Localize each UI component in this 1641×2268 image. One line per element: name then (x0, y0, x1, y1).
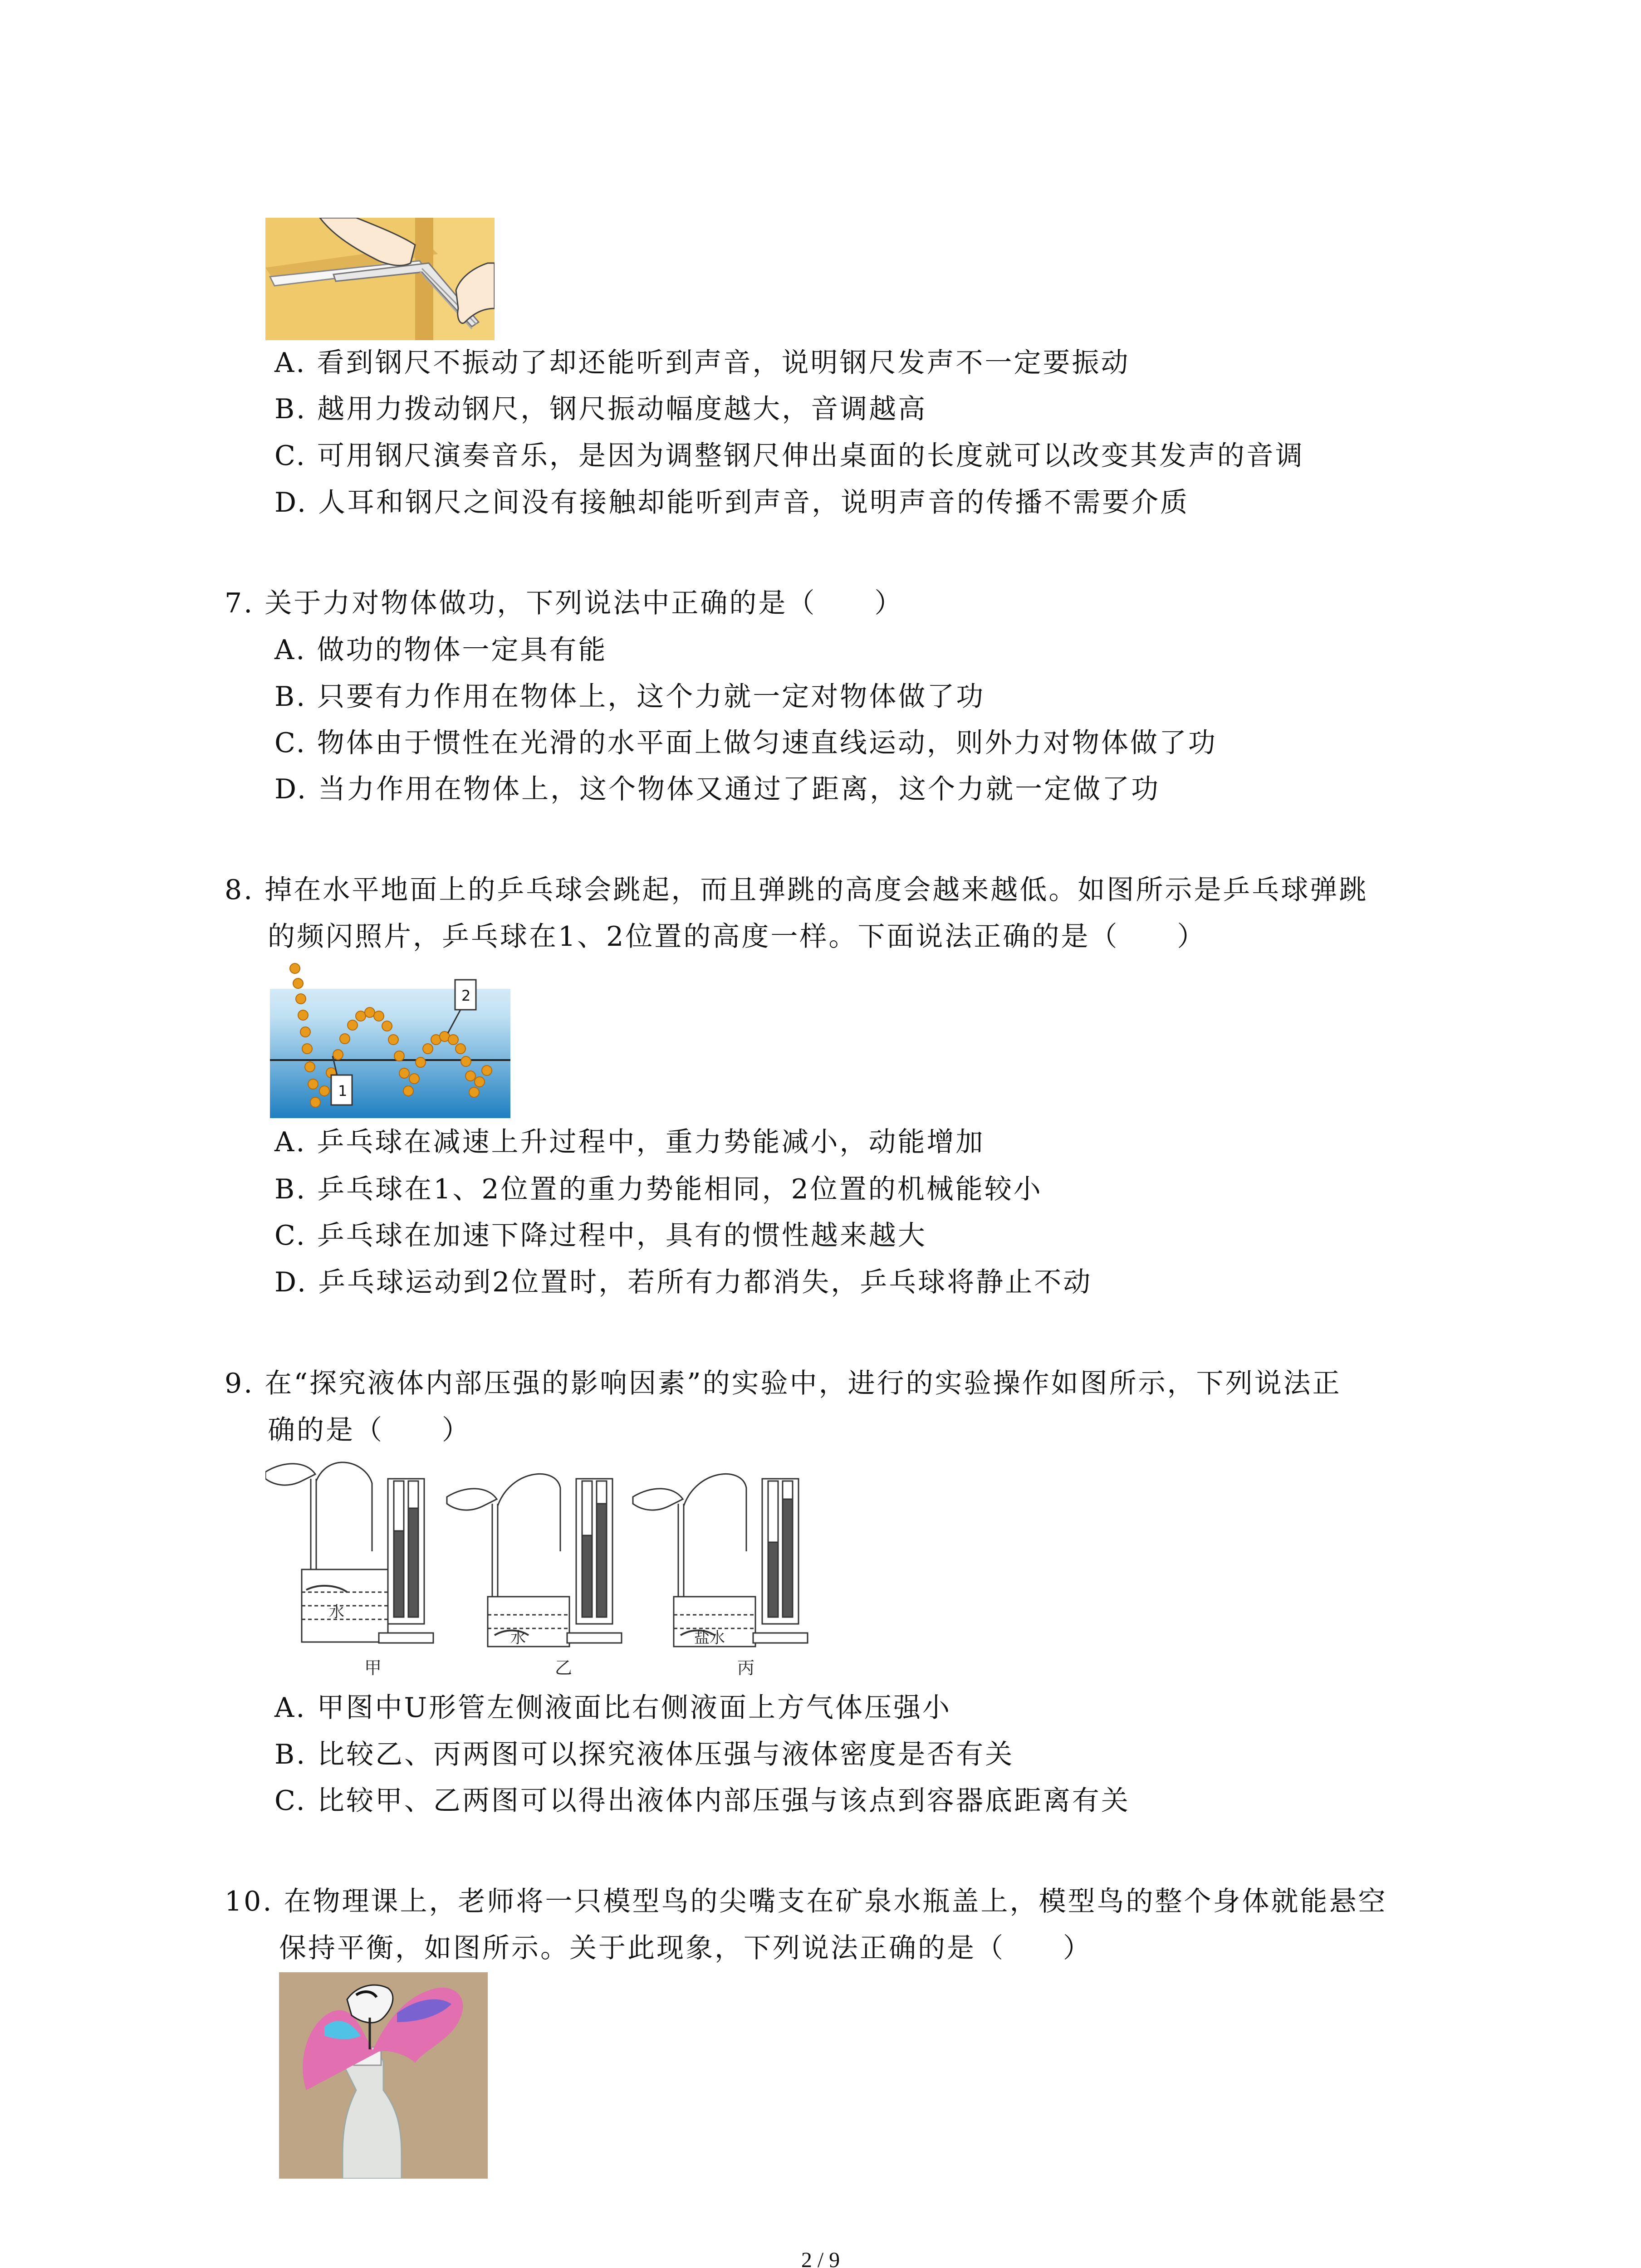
ruler-figure (265, 218, 495, 340)
ping-pong-label-1: 1 (338, 1082, 348, 1100)
ping-pong-figure (270, 962, 510, 1118)
q10-stem-line-2: 保持平衡，如图所示。关于此现象，下列说法正确的是（ ） (279, 1932, 1092, 1964)
q9-option-b: B. 比较乙、丙两图可以探究液体压强与液体密度是否有关 (274, 1739, 1014, 1770)
caption-bing: 丙 (737, 1658, 755, 1678)
q7-option-d: D. 当力作用在物体上，这个物体又通过了距离，这个力就一定做了功 (274, 773, 1161, 805)
q9-stem-line-1: 9. 在“探究液体内部压强的影响因素”的实验中，进行的实验操作如图所示，下列说法正 (225, 1368, 1342, 1399)
q6-option-a: A. 看到钢尺不振动了却还能听到声音，说明钢尺发声不一定要振动 (274, 347, 1130, 379)
q8-option-d: D. 乒乓球运动到2位置时，若所有力都消失，乒乓球将静止不动 (274, 1266, 1092, 1298)
caption-jia: 甲 (364, 1658, 382, 1678)
q9-stem-line-2: 确的是（ ） (268, 1414, 471, 1446)
pressure-experiment-figure (265, 1461, 860, 1687)
page-number: 2 / 9 (801, 2248, 840, 2268)
q6-option-b: B. 越用力拨动钢尺，钢尺振动幅度越大，音调越高 (274, 393, 927, 425)
caption-yi: 乙 (555, 1658, 573, 1678)
q8-option-c: C. 乒乓球在加速下降过程中，具有的惯性越来越大 (274, 1220, 927, 1251)
liquid-label-3: 盐水 (694, 1629, 725, 1647)
q9-option-c: C. 比较甲、乙两图可以得出液体内部压强与该点到容器底距离有关 (274, 1785, 1130, 1817)
q6-option-c: C. 可用钢尺演奏音乐，是因为调整钢尺伸出桌面的长度就可以改变其发声的音调 (274, 440, 1304, 472)
q6-option-d: D. 人耳和钢尺之间没有接触却能听到声音，说明声音的传播不需要介质 (274, 487, 1190, 518)
q7-option-a: A. 做功的物体一定具有能 (274, 634, 607, 666)
q7-stem: 7. 关于力对物体做功，下列说法中正确的是（ ） (225, 587, 904, 619)
ping-pong-label-2: 2 (461, 987, 471, 1004)
q8-option-b: B. 乒乓球在1、2位置的重力势能相同，2位置的机械能较小 (274, 1173, 1043, 1205)
q8-stem-line-1: 8. 掉在水平地面上的乒乓球会跳起，而且弹跳的高度会越来越低。如图所示是乒乓球弹跳 (225, 874, 1368, 906)
q8-stem-line-2: 的频闪照片，乒乓球在1、2位置的高度一样。下面说法正确的是（ ） (268, 921, 1206, 953)
q10-stem-line-1: 10. 在物理课上，老师将一只模型鸟的尖嘴支在矿泉水瓶盖上，模型鸟的整个身体就能悬空 (225, 1886, 1387, 1917)
liquid-label-2: 水 (510, 1629, 526, 1647)
q7-option-b: B. 只要有力作用在物体上，这个力就一定对物体做了功 (274, 681, 985, 713)
q8-option-a: A. 乒乓球在减速上升过程中，重力势能减小，动能增加 (274, 1126, 985, 1158)
balancing-bird-figure (279, 1972, 488, 2179)
q7-option-c: C. 物体由于惯性在光滑的水平面上做匀速直线运动，则外力对物体做了功 (274, 727, 1217, 759)
q9-option-a: A. 甲图中U形管左侧液面比右侧液面上方气体压强小 (274, 1692, 952, 1724)
liquid-label-1: 水 (329, 1603, 344, 1621)
